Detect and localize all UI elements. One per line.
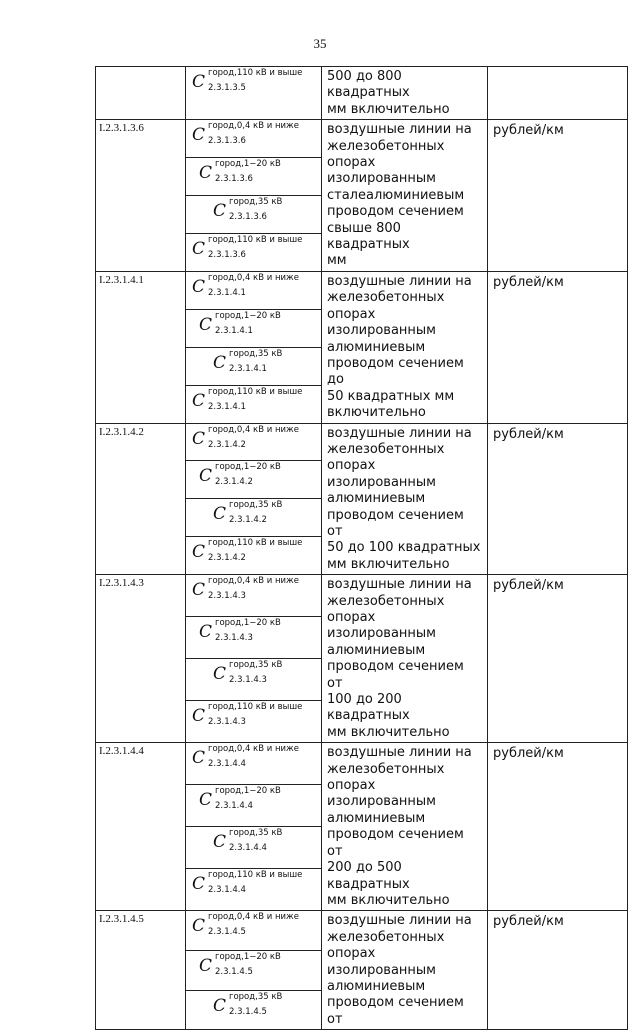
- rate-symbol: [186, 659, 321, 688]
- item-code: I.2.3.1.4.1: [99, 273, 144, 286]
- symbol-base: C: [192, 874, 206, 895]
- symbol-subscript: 2.3.1.3.6: [208, 136, 246, 147]
- table-row: [96, 575, 628, 617]
- symbol-cell: [186, 233, 322, 271]
- rate-symbol: [186, 120, 321, 149]
- table-row: [96, 911, 628, 951]
- symbol-base: C: [213, 201, 227, 222]
- symbol-superscript: город,1−20 кВ: [215, 462, 281, 473]
- symbol-base: C: [213, 664, 227, 685]
- symbol-superscript: город,110 кВ и выше: [208, 234, 303, 245]
- symbol-superscript: город,110 кВ и выше: [208, 870, 303, 881]
- symbol-subscript: 2.3.1.4.2: [208, 553, 246, 564]
- symbol-subscript: 2.3.1.4.4: [215, 801, 253, 812]
- symbol-cell: [186, 617, 322, 659]
- table-row: [96, 271, 628, 309]
- symbol-base: C: [213, 352, 227, 373]
- symbol-subscript: 2.3.1.4.5: [215, 966, 253, 977]
- rate-symbol: [186, 951, 321, 980]
- page-number: 35: [313, 36, 327, 51]
- symbol-superscript: город,35 кВ: [229, 348, 283, 359]
- symbol-base: C: [199, 466, 213, 487]
- symbol-superscript: город,0,4 кВ и ниже: [208, 744, 299, 755]
- symbol-subscript: 2.3.1.3.6: [229, 212, 267, 223]
- table-row: [96, 120, 628, 158]
- symbol-cell: [186, 385, 322, 423]
- code-cell: [96, 271, 186, 423]
- symbol-base: C: [199, 622, 213, 643]
- symbol-superscript: город,0,4 кВ и ниже: [208, 912, 299, 923]
- symbol-cell: [186, 499, 322, 537]
- symbol-base: C: [213, 504, 227, 525]
- symbol-superscript: город,35 кВ: [229, 828, 283, 839]
- line-description: воздушные линии на железобетонных опорах изолированным алюминиевым проводом сечением от 200 до 500 квадратных мм включительно: [327, 745, 472, 908]
- symbol-base: C: [199, 790, 213, 811]
- symbol-subscript: 2.3.1.4.4: [208, 885, 246, 896]
- description-cell: [322, 575, 488, 743]
- symbol-subscript: 2.3.1.3.6: [215, 174, 253, 185]
- unit-cell: [488, 120, 628, 272]
- symbol-superscript: город,110 кВ и выше: [208, 538, 303, 549]
- symbol-subscript: 2.3.1.3.5: [208, 83, 246, 93]
- symbol-base: C: [192, 580, 206, 601]
- rate-symbol: [186, 827, 321, 856]
- rate-symbol: [186, 348, 321, 377]
- description-cell: [322, 743, 488, 911]
- symbol-base: C: [192, 276, 206, 297]
- symbol-base: C: [213, 995, 227, 1016]
- item-code: [96, 67, 185, 71]
- item-code: I.2.3.1.4.3: [99, 577, 144, 590]
- symbol-superscript: город,0,4 кВ и ниже: [208, 424, 299, 435]
- symbol-cell: [186, 743, 322, 785]
- table-row: [96, 743, 628, 785]
- symbol-superscript: город,1−20 кВ: [215, 786, 281, 797]
- symbol-base: C: [199, 163, 213, 184]
- symbol-subscript: 2.3.1.4.5: [229, 1006, 267, 1017]
- unit-cell: [488, 743, 628, 911]
- rate-symbol: [186, 424, 321, 453]
- rate-symbol: [186, 310, 321, 339]
- symbol-subscript: 2.3.1.4.4: [229, 843, 267, 854]
- symbol-cell: [186, 347, 322, 385]
- rate-symbol: [186, 67, 321, 96]
- symbol-subscript: 2.3.1.4.2: [229, 515, 267, 526]
- symbol-superscript: город,0,4 кВ и ниже: [208, 121, 299, 132]
- rate-symbol: [186, 869, 321, 898]
- tariff-table: [95, 66, 628, 1030]
- code-cell: [96, 911, 186, 1030]
- symbol-subscript: 2.3.1.4.1: [229, 363, 267, 374]
- symbol-subscript: 2.3.1.4.1: [208, 401, 246, 412]
- symbol-subscript: 2.3.1.3.6: [208, 249, 246, 260]
- description-cell: [322, 120, 488, 272]
- symbol-base: C: [199, 314, 213, 335]
- symbol-cell: [186, 950, 322, 990]
- symbol-cell: [186, 423, 322, 461]
- item-code: I.2.3.1.4.2: [99, 425, 144, 438]
- code-cell: [96, 67, 186, 120]
- symbol-base: C: [199, 955, 213, 976]
- symbol-subscript: 2.3.1.4.3: [215, 633, 253, 644]
- code-cell: [96, 423, 186, 575]
- symbol-superscript: город,0,4 кВ и ниже: [208, 576, 299, 587]
- symbol-superscript: город,35 кВ: [229, 500, 283, 511]
- symbol-superscript: город,0,4 кВ и ниже: [208, 272, 299, 283]
- symbol-superscript: город,35 кВ: [229, 197, 283, 208]
- line-description: воздушные линии на железобетонных опорах изолированным алюминиевым проводом сечением от 50 до 100 квадратных мм включительно: [327, 425, 481, 572]
- unit-label: рублей/км: [493, 914, 564, 930]
- unit-cell: [488, 911, 628, 1030]
- description-cell: [322, 911, 488, 1030]
- symbol-cell: [186, 701, 322, 743]
- symbol-base: C: [213, 832, 227, 853]
- symbol-superscript: город,110 кВ и выше: [208, 702, 303, 713]
- rate-symbol: [186, 743, 321, 772]
- unit-cell: [488, 423, 628, 575]
- line-description: воздушные линии на железобетонных опорах изолированным сталеалюминиевым проводом сечением свыше 800 квадратных мм: [327, 122, 472, 269]
- code-cell: [96, 575, 186, 743]
- symbol-subscript: 2.3.1.4.1: [215, 325, 253, 336]
- code-cell: [96, 743, 186, 911]
- rate-symbol: [186, 991, 321, 1020]
- description-cell: [322, 423, 488, 575]
- rate-symbol: [186, 386, 321, 415]
- rate-symbol: [186, 499, 321, 528]
- line-description: воздушные линии на железобетонных опорах изолированным алюминиевым проводом сечением до 50 квадратных мм включительно: [327, 273, 472, 421]
- symbol-subscript: 2.3.1.4.2: [208, 439, 246, 450]
- symbol-subscript: 2.3.1.4.5: [208, 927, 246, 938]
- unit-cell: [488, 271, 628, 423]
- item-code: I.2.3.1.4.5: [99, 913, 144, 926]
- symbol-superscript: город,35 кВ: [229, 991, 283, 1002]
- rate-symbol: [186, 537, 321, 566]
- unit-label: рублей/км: [493, 426, 564, 442]
- symbol-subscript: 2.3.1.4.2: [215, 477, 253, 488]
- symbol-cell: [186, 575, 322, 617]
- symbol-superscript: город,35 кВ: [229, 660, 283, 671]
- item-code: I.2.3.1.4.4: [99, 745, 144, 758]
- unit-label: рублей/км: [493, 578, 564, 594]
- rate-symbol: [186, 272, 321, 301]
- unit-label: рублей/км: [493, 274, 564, 290]
- symbol-cell: [186, 990, 322, 1030]
- tariff-table-body: [96, 67, 628, 1030]
- symbol-base: C: [192, 72, 206, 92]
- symbol-cell: [186, 537, 322, 575]
- symbol-subscript: 2.3.1.4.3: [208, 717, 246, 728]
- rate-symbol: [186, 196, 321, 225]
- rate-symbol: [186, 617, 321, 646]
- line-description: воздушные линии на железобетонных опорах изолированным алюминиевым проводом сечением от 100 до 200 квадратных мм включительно: [327, 577, 472, 740]
- symbol-subscript: 2.3.1.4.3: [208, 591, 246, 602]
- unit-label: [488, 67, 627, 73]
- rate-symbol: [186, 911, 321, 940]
- symbol-base: C: [192, 125, 206, 146]
- rate-symbol: [186, 575, 321, 604]
- description-cell: [322, 67, 488, 120]
- unit-label: рублей/км: [493, 123, 564, 139]
- symbol-subscript: 2.3.1.4.3: [229, 675, 267, 686]
- symbol-superscript: город,1−20 кВ: [215, 310, 281, 321]
- symbol-cell: [186, 461, 322, 499]
- symbol-cell: [186, 196, 322, 234]
- symbol-cell: [186, 271, 322, 309]
- symbol-cell: [186, 659, 322, 701]
- symbol-base: C: [192, 428, 206, 449]
- symbol-base: C: [192, 706, 206, 727]
- rate-symbol: [186, 785, 321, 814]
- description-cell: [322, 271, 488, 423]
- symbol-base: C: [192, 916, 206, 937]
- table-row: [96, 423, 628, 461]
- symbol-superscript: город,1−20 кВ: [215, 618, 281, 629]
- line-description: 500 до 800 квадратных мм включительно: [327, 69, 450, 117]
- unit-cell: [488, 67, 628, 120]
- symbol-subscript: 2.3.1.4.4: [208, 759, 246, 770]
- symbol-cell: [186, 120, 322, 158]
- symbol-base: C: [192, 238, 206, 259]
- symbol-cell: [186, 911, 322, 951]
- unit-label: рублей/км: [493, 746, 564, 762]
- line-description: воздушные линии на железобетонных опорах изолированным алюминиевым проводом сечением от: [327, 913, 472, 1027]
- rate-symbol: [186, 701, 321, 730]
- symbol-subscript: 2.3.1.4.1: [208, 287, 246, 298]
- symbol-cell: [186, 309, 322, 347]
- symbol-cell: [186, 785, 322, 827]
- rate-symbol: [186, 158, 321, 187]
- rate-symbol: [186, 234, 321, 263]
- symbol-cell: [186, 158, 322, 196]
- rate-symbol: [186, 461, 321, 490]
- table-row: [96, 67, 628, 120]
- code-cell: [96, 120, 186, 272]
- symbol-superscript: город,1−20 кВ: [215, 951, 281, 962]
- symbol-base: C: [192, 748, 206, 769]
- symbol-superscript: город,110 кВ и выше: [208, 68, 303, 78]
- symbol-superscript: город,1−20 кВ: [215, 159, 281, 170]
- symbol-superscript: город,110 кВ и выше: [208, 386, 303, 397]
- symbol-base: C: [192, 390, 206, 411]
- symbol-cell: [186, 827, 322, 869]
- unit-cell: [488, 575, 628, 743]
- symbol-cell: [186, 67, 322, 120]
- symbol-base: C: [192, 542, 206, 563]
- item-code: I.2.3.1.3.6: [99, 122, 144, 135]
